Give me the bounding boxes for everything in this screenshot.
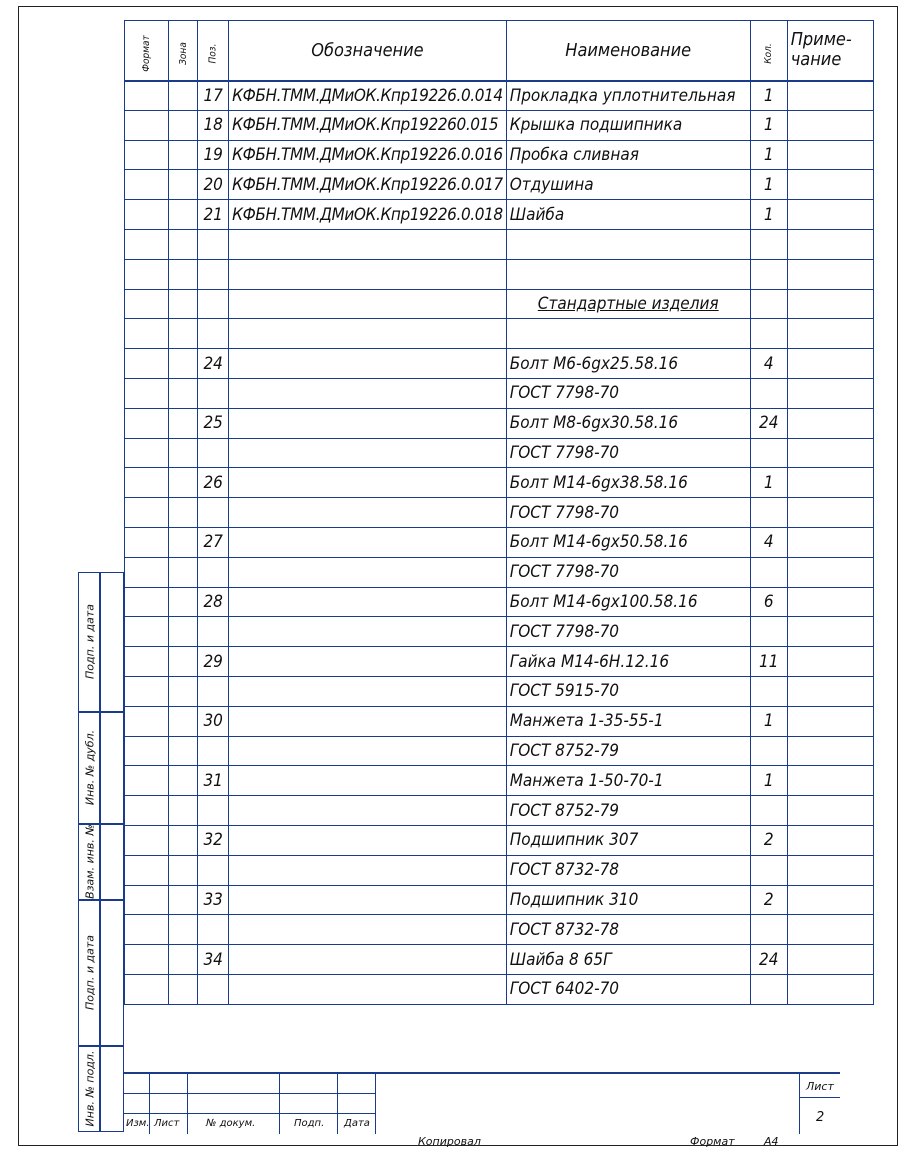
cell-pos: [198, 736, 229, 766]
cell-designation: [229, 855, 507, 885]
cell-designation: [229, 974, 507, 1004]
cell-pos: 26: [198, 468, 229, 498]
cell-note: [787, 557, 873, 587]
header-format: Формат: [125, 21, 169, 81]
cell-designation: [229, 557, 507, 587]
cell-note: [787, 855, 873, 885]
cell-pos: [198, 259, 229, 289]
table-row: [125, 229, 874, 259]
cell-pos: [198, 557, 229, 587]
cell-qty: 1: [750, 140, 787, 170]
cell-designation: [229, 408, 507, 438]
cell-note: [787, 289, 873, 319]
cell-designation: [229, 378, 507, 408]
table-row: [125, 349, 874, 379]
side-label: Инв. № дубл.: [83, 729, 97, 806]
cell-zone: [168, 766, 198, 796]
cell-note: [787, 974, 873, 1004]
copied-label: Копировал: [418, 1135, 481, 1148]
cell-zone: [168, 319, 198, 349]
cell-qty: [750, 498, 787, 528]
format-label: Формат: [690, 1135, 735, 1148]
cell-zone: [168, 170, 198, 200]
cell-note: [787, 408, 873, 438]
cell-pos: 29: [198, 647, 229, 677]
cell-note: [787, 229, 873, 259]
cell-format: [125, 200, 169, 230]
cell-zone: [168, 527, 198, 557]
cell-pos: 24: [198, 349, 229, 379]
cell-pos: [198, 974, 229, 1004]
cell-qty: [750, 855, 787, 885]
table-row: [125, 200, 874, 230]
cell-qty: 2: [750, 885, 787, 915]
cell-format: [125, 349, 169, 379]
cell-zone: [168, 915, 198, 945]
cell-note: [787, 378, 873, 408]
side-stamp: [78, 572, 124, 1132]
cell-name: Подшипник 307: [506, 825, 750, 855]
table-row: [125, 438, 874, 468]
cell-format: [125, 557, 169, 587]
cell-designation: [229, 706, 507, 736]
cell-pos: 19: [198, 140, 229, 170]
cell-name: ГОСТ 6402-70: [506, 974, 750, 1004]
table-row: [125, 378, 874, 408]
cell-format: [125, 796, 169, 826]
cell-name: Болт М14-6gx100.58.16: [506, 587, 750, 617]
table-row: [125, 140, 874, 170]
cell-note: [787, 885, 873, 915]
cell-zone: [168, 796, 198, 826]
cell-zone: [168, 408, 198, 438]
table-row: [125, 855, 874, 885]
cell-qty: 4: [750, 527, 787, 557]
cell-name: Шайба: [506, 200, 750, 230]
cell-name: [506, 229, 750, 259]
cell-designation: [229, 289, 507, 319]
header-name: Наименование: [506, 21, 750, 81]
cell-qty: [750, 229, 787, 259]
cell-note: [787, 825, 873, 855]
cell-format: [125, 915, 169, 945]
cell-designation: КФБН.ТММ.ДМиОК.Кпр19226.0.018: [229, 200, 507, 230]
cell-zone: [168, 945, 198, 975]
cell-qty: 6: [750, 587, 787, 617]
cell-designation: КФБН.ТММ.ДМиОК.Кпр19226.0.016: [229, 140, 507, 170]
format-value: А4: [764, 1135, 779, 1148]
cell-name: Манжета 1-50-70-1: [506, 766, 750, 796]
cell-designation: [229, 915, 507, 945]
cell-zone: [168, 349, 198, 379]
cell-zone: [168, 81, 198, 111]
cell-note: [787, 259, 873, 289]
cell-designation: КФБН.ТММ.ДМиОК.Кпр19226.0.017: [229, 170, 507, 200]
cell-pos: [198, 378, 229, 408]
header-zone: Зона: [168, 21, 198, 81]
cell-zone: [168, 706, 198, 736]
cell-designation: [229, 498, 507, 528]
cell-designation: [229, 527, 507, 557]
cell-note: [787, 468, 873, 498]
cell-qty: 1: [750, 81, 787, 111]
cell-format: [125, 468, 169, 498]
table-row: [125, 676, 874, 706]
cell-pos: [198, 855, 229, 885]
cell-qty: 1: [750, 170, 787, 200]
cell-qty: [750, 796, 787, 826]
cell-zone: [168, 855, 198, 885]
cell-designation: [229, 945, 507, 975]
side-label: Подп. и дата: [83, 604, 97, 679]
cell-qty: [750, 676, 787, 706]
cell-qty: [750, 736, 787, 766]
cell-pos: [198, 676, 229, 706]
cell-name: Болт М6-6gx25.58.16: [506, 349, 750, 379]
stamp-list: Лист: [154, 1118, 180, 1129]
cell-pos: 27: [198, 527, 229, 557]
cell-pos: [198, 319, 229, 349]
cell-designation: [229, 647, 507, 677]
cell-designation: КФБН.ТММ.ДМиОК.Кпр192260.015: [229, 110, 507, 140]
cell-note: [787, 81, 873, 111]
cell-note: [787, 647, 873, 677]
cell-name: Пробка сливная: [506, 140, 750, 170]
cell-name: ГОСТ 8752-79: [506, 736, 750, 766]
cell-name: ГОСТ 7798-70: [506, 378, 750, 408]
cell-format: [125, 289, 169, 319]
cell-pos: 21: [198, 200, 229, 230]
cell-qty: 11: [750, 647, 787, 677]
cell-zone: [168, 498, 198, 528]
table-row: [125, 617, 874, 647]
cell-zone: [168, 587, 198, 617]
cell-note: [787, 915, 873, 945]
cell-note: [787, 945, 873, 975]
cell-name: Прокладка уплотнительная: [506, 81, 750, 111]
cell-zone: [168, 557, 198, 587]
cell-format: [125, 945, 169, 975]
table-row: [125, 81, 874, 111]
table-row: [125, 527, 874, 557]
cell-qty: [750, 289, 787, 319]
cell-name: Стандартные изделия: [506, 289, 750, 319]
table-row: [125, 885, 874, 915]
cell-format: [125, 408, 169, 438]
cell-qty: 1: [750, 468, 787, 498]
cell-pos: [198, 438, 229, 468]
cell-note: [787, 766, 873, 796]
cell-format: [125, 974, 169, 1004]
cell-zone: [168, 110, 198, 140]
cell-designation: [229, 676, 507, 706]
stamp-sheet-number: 2: [816, 1110, 825, 1125]
table-row: [125, 289, 874, 319]
cell-name: [506, 259, 750, 289]
cell-zone: [168, 200, 198, 230]
stamp-podp: Подп.: [294, 1118, 325, 1129]
table-row: [125, 587, 874, 617]
header-designation: Обозначение: [229, 21, 507, 81]
cell-designation: [229, 438, 507, 468]
stamp-doc: № докум.: [206, 1118, 256, 1129]
cell-pos: [198, 498, 229, 528]
cell-designation: [229, 259, 507, 289]
table-row: [125, 647, 874, 677]
cell-zone: [168, 140, 198, 170]
stamp-data: Дата: [344, 1118, 370, 1129]
cell-designation: [229, 468, 507, 498]
cell-zone: [168, 736, 198, 766]
table-row: [125, 974, 874, 1004]
cell-note: [787, 498, 873, 528]
cell-name: ГОСТ 5915-70: [506, 676, 750, 706]
cell-note: [787, 796, 873, 826]
cell-name: ГОСТ 8732-78: [506, 855, 750, 885]
cell-zone: [168, 229, 198, 259]
cell-qty: 24: [750, 408, 787, 438]
cell-qty: [750, 557, 787, 587]
header-pos: Поз.: [198, 21, 229, 81]
cell-designation: [229, 617, 507, 647]
cell-qty: 1: [750, 706, 787, 736]
cell-format: [125, 766, 169, 796]
cell-zone: [168, 289, 198, 319]
cell-zone: [168, 647, 198, 677]
cell-designation: [229, 825, 507, 855]
stamp-sheet-label: Лист: [806, 1080, 834, 1093]
cell-name: Подшипник 310: [506, 885, 750, 915]
cell-qty: [750, 319, 787, 349]
cell-name: Гайка М14-6Н.12.16: [506, 647, 750, 677]
stamp-izm: Изм.: [126, 1118, 150, 1129]
cell-qty: 2: [750, 825, 787, 855]
cell-note: [787, 110, 873, 140]
cell-pos: [198, 915, 229, 945]
cell-pos: [198, 289, 229, 319]
cell-name: [506, 319, 750, 349]
table-row: [125, 796, 874, 826]
header-qty: Кол.: [750, 21, 787, 81]
table-row: [125, 170, 874, 200]
cell-qty: [750, 915, 787, 945]
cell-format: [125, 706, 169, 736]
cell-qty: [750, 438, 787, 468]
header-note: Приме- чание: [787, 21, 873, 81]
table-row: [125, 259, 874, 289]
cell-name: Манжета 1-35-55-1: [506, 706, 750, 736]
cell-designation: [229, 796, 507, 826]
cell-qty: 1: [750, 200, 787, 230]
cell-name: Болт М14-6gx38.58.16: [506, 468, 750, 498]
table-row: [125, 319, 874, 349]
cell-name: Отдушина: [506, 170, 750, 200]
cell-qty: [750, 617, 787, 647]
cell-name: Болт М8-6gx30.58.16: [506, 408, 750, 438]
cell-pos: 18: [198, 110, 229, 140]
cell-note: [787, 349, 873, 379]
cell-pos: 32: [198, 825, 229, 855]
cell-qty: [750, 259, 787, 289]
cell-note: [787, 438, 873, 468]
cell-pos: 30: [198, 706, 229, 736]
cell-zone: [168, 885, 198, 915]
cell-pos: 28: [198, 587, 229, 617]
spec-table: [124, 20, 874, 1005]
cell-pos: [198, 617, 229, 647]
table-row: [125, 706, 874, 736]
cell-note: [787, 617, 873, 647]
cell-name: Крышка подшипника: [506, 110, 750, 140]
table-row: [125, 468, 874, 498]
cell-designation: [229, 319, 507, 349]
cell-designation: [229, 736, 507, 766]
cell-zone: [168, 378, 198, 408]
cell-note: [787, 200, 873, 230]
cell-format: [125, 81, 169, 111]
side-label: Взам. инв. №: [83, 824, 97, 899]
cell-format: [125, 885, 169, 915]
cell-format: [125, 527, 169, 557]
cell-note: [787, 170, 873, 200]
cell-format: [125, 140, 169, 170]
cell-name: ГОСТ 7798-70: [506, 438, 750, 468]
side-label: Подп. и дата: [83, 935, 97, 1010]
cell-note: [787, 140, 873, 170]
table-header: [125, 21, 874, 81]
cell-format: [125, 825, 169, 855]
cell-zone: [168, 468, 198, 498]
cell-pos: 34: [198, 945, 229, 975]
cell-qty: 4: [750, 349, 787, 379]
cell-pos: 20: [198, 170, 229, 200]
cell-name: ГОСТ 7798-70: [506, 498, 750, 528]
cell-pos: [198, 796, 229, 826]
cell-format: [125, 319, 169, 349]
cell-note: [787, 587, 873, 617]
cell-format: [125, 676, 169, 706]
cell-format: [125, 617, 169, 647]
cell-format: [125, 110, 169, 140]
cell-qty: 1: [750, 110, 787, 140]
table-row: [125, 408, 874, 438]
cell-note: [787, 706, 873, 736]
cell-format: [125, 498, 169, 528]
cell-zone: [168, 676, 198, 706]
cell-format: [125, 438, 169, 468]
cell-designation: [229, 885, 507, 915]
cell-format: [125, 229, 169, 259]
table-row: [125, 557, 874, 587]
table-row: [125, 945, 874, 975]
cell-name: Шайба 8 65Г: [506, 945, 750, 975]
title-block: [124, 1072, 840, 1134]
cell-pos: 31: [198, 766, 229, 796]
cell-name: ГОСТ 8732-78: [506, 915, 750, 945]
cell-name: ГОСТ 7798-70: [506, 617, 750, 647]
cell-designation: [229, 766, 507, 796]
cell-format: [125, 647, 169, 677]
cell-name: Болт М14-6gx50.58.16: [506, 527, 750, 557]
table-row: [125, 766, 874, 796]
cell-name: ГОСТ 7798-70: [506, 557, 750, 587]
cell-designation: [229, 349, 507, 379]
cell-pos: 25: [198, 408, 229, 438]
cell-format: [125, 378, 169, 408]
table-row: [125, 825, 874, 855]
cell-name: ГОСТ 8752-79: [506, 796, 750, 826]
cell-format: [125, 736, 169, 766]
cell-format: [125, 855, 169, 885]
table-row: [125, 498, 874, 528]
cell-qty: [750, 974, 787, 1004]
cell-designation: [229, 587, 507, 617]
cell-qty: 24: [750, 945, 787, 975]
cell-pos: 33: [198, 885, 229, 915]
cell-zone: [168, 438, 198, 468]
cell-qty: 1: [750, 766, 787, 796]
cell-zone: [168, 617, 198, 647]
table-row: [125, 736, 874, 766]
cell-note: [787, 527, 873, 557]
side-label: Инв. № подл.: [83, 1050, 97, 1127]
cell-format: [125, 587, 169, 617]
cell-note: [787, 736, 873, 766]
cell-zone: [168, 825, 198, 855]
table-row: [125, 110, 874, 140]
cell-qty: [750, 378, 787, 408]
cell-note: [787, 676, 873, 706]
cell-format: [125, 259, 169, 289]
cell-zone: [168, 259, 198, 289]
cell-pos: [198, 229, 229, 259]
cell-pos: 17: [198, 81, 229, 111]
cell-designation: [229, 229, 507, 259]
cell-zone: [168, 974, 198, 1004]
cell-format: [125, 170, 169, 200]
table-row: [125, 915, 874, 945]
cell-note: [787, 319, 873, 349]
cell-designation: КФБН.ТММ.ДМиОК.Кпр19226.0.014: [229, 81, 507, 111]
